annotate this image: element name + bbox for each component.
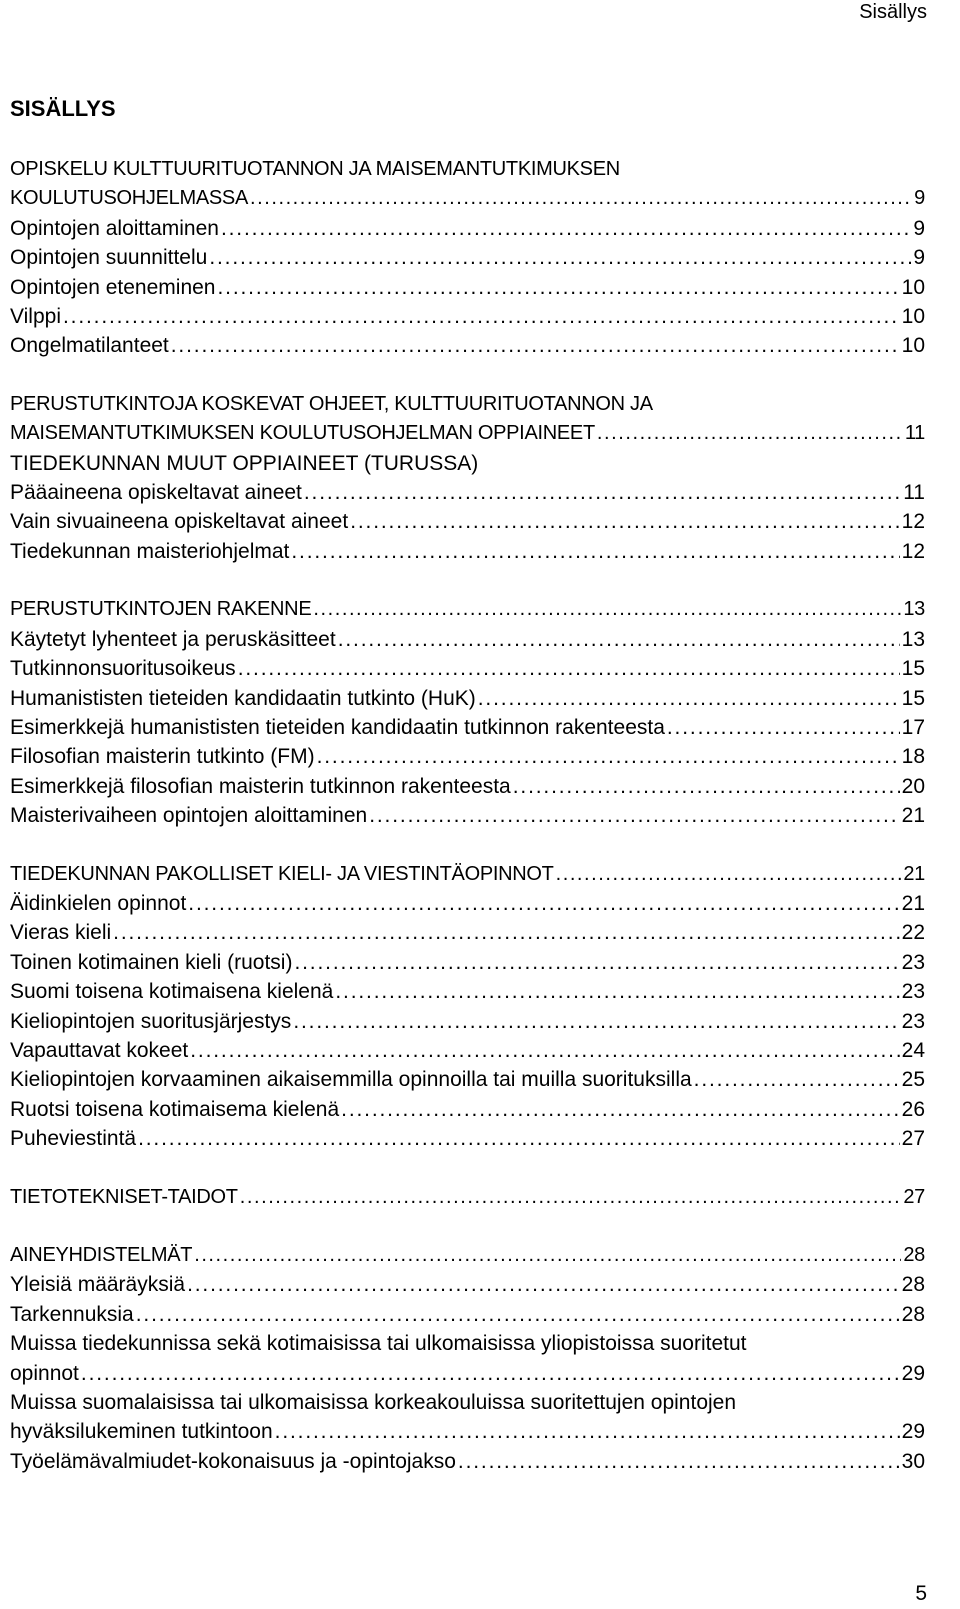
toc-page-number: 12: [901, 510, 925, 534]
toc-dot-leader: [221, 214, 911, 243]
toc-entry-title: Työelämävalmiudet-kokonaisuus ja -opintojakso: [10, 1449, 456, 1473]
page-title: SISÄLLYS: [10, 96, 116, 121]
toc-entry-title: Kieliopintojen suoritusjärjestys: [10, 1009, 292, 1033]
toc-entry-title: AINEYHDISTELMÄT: [10, 1244, 193, 1266]
toc-dot-leader: [335, 977, 899, 1006]
toc-entry[interactable]: [10, 713, 925, 742]
toc-entry[interactable]: [10, 1388, 925, 1447]
toc-dot-leader: [304, 478, 901, 507]
toc-entry[interactable]: [10, 889, 925, 918]
toc-entry-title: Ruotsi toisena kotimaisema kielenä: [10, 1097, 340, 1121]
toc-entry-title: Vieras kieli: [10, 921, 112, 945]
toc-dot-leader: [341, 1095, 899, 1124]
toc-entry[interactable]: [10, 1329, 925, 1388]
toc-entry-title: Esimerkkejä filosofian maisterin tutkinnon rakenteesta: [10, 774, 511, 798]
toc-dot-leader: [238, 654, 900, 683]
toc-page-number: 15: [901, 686, 925, 710]
toc-entry[interactable]: [10, 948, 925, 977]
toc-page-number: 30: [901, 1449, 925, 1473]
toc-dot-leader: [317, 742, 900, 771]
toc-dot-leader: [194, 1241, 901, 1270]
toc-dot-leader: [113, 918, 899, 947]
toc-entry[interactable]: [10, 1065, 925, 1094]
toc-page-number: 18: [901, 745, 925, 769]
toc-entry-title: Maisterivaiheen opintojen aloittaminen: [10, 804, 368, 828]
toc-entry[interactable]: [10, 507, 925, 536]
toc-entry[interactable]: [10, 918, 925, 947]
toc-dot-leader: [597, 419, 903, 448]
toc-page-number: 11: [904, 422, 925, 445]
toc-page-number: 9: [913, 216, 925, 240]
toc-page-number: 20: [901, 774, 925, 798]
toc-page-number: 23: [901, 950, 925, 974]
toc-entry-title-line: Muissa tiedekunnissa sekä kotimaisissa tai ulkomaisissa yliopistoissa suoritetut: [10, 1332, 747, 1356]
toc-dot-leader: [556, 860, 902, 889]
toc-page-number: 21: [903, 862, 925, 885]
toc-page-number: 23: [901, 980, 925, 1004]
toc-page-number: 29: [901, 1361, 925, 1385]
toc-page-number: 17: [901, 715, 925, 739]
toc-page-number: 9: [913, 246, 925, 270]
toc-dot-leader: [190, 1036, 899, 1065]
toc-entry-title: Ongelmatilanteet: [10, 334, 169, 358]
toc-page-number: 26: [901, 1097, 925, 1121]
toc-entry[interactable]: [10, 243, 925, 272]
toc-entry[interactable]: [10, 654, 925, 683]
toc-dot-leader: [293, 1007, 899, 1036]
toc-entry[interactable]: [10, 390, 925, 449]
toc-page-number: 23: [901, 1009, 925, 1033]
toc-entry-title: MAISEMANTUTKIMUKSEN KOULUTUSOHJELMAN OPPIAINEET: [10, 422, 595, 445]
toc-dot-leader: [478, 684, 900, 713]
toc-entry-title: PERUSTUTKINTOJEN RAKENNE: [10, 598, 312, 621]
toc-entry[interactable]: [10, 331, 925, 360]
toc-entry-title: KOULUTUSOHJELMASSA: [10, 187, 248, 210]
toc-dot-leader: [138, 1124, 900, 1153]
toc-entry[interactable]: [10, 977, 925, 1006]
toc-dot-leader: [667, 713, 900, 742]
toc-entry-title: Vapauttavat kokeet: [10, 1038, 189, 1062]
toc-entry[interactable]: [10, 1241, 925, 1270]
toc-entry-title: TIETOTEKNISET-TAIDOT: [10, 1185, 238, 1208]
toc-page-number: 27: [901, 1127, 925, 1151]
toc-entry-title: Toinen kotimainen kieli (ruotsi): [10, 950, 293, 974]
toc-dot-leader: [136, 1300, 900, 1329]
toc-entry-title: Kieliopintojen korvaaminen aikaisemmilla opinnoilla tai muilla suorituksilla: [10, 1068, 692, 1092]
toc-entry-title: Käytetyt lyhenteet ja peruskäsitteet: [10, 627, 336, 651]
toc-page-number: 12: [901, 539, 925, 563]
toc-page-number: 28: [901, 1302, 925, 1326]
toc-entry-title: Humanististen tieteiden kandidaatin tutkinto (HuK): [10, 686, 476, 710]
toc-entry-title: Opintojen aloittaminen: [10, 216, 219, 240]
toc-entry[interactable]: [10, 801, 925, 830]
toc-dot-leader: [350, 507, 899, 536]
toc-dot-leader: [81, 1359, 900, 1388]
toc-entry[interactable]: [10, 772, 925, 801]
toc-entry[interactable]: [10, 1183, 925, 1212]
toc-dot-leader: [188, 889, 899, 918]
toc-entry[interactable]: [10, 1124, 925, 1153]
toc-entry[interactable]: [10, 684, 925, 713]
toc-entry-title: Opintojen suunnittelu: [10, 246, 208, 270]
toc-entry-title: Tarkennuksia: [10, 1302, 134, 1326]
toc-entry-title: Puheviestintä: [10, 1127, 137, 1151]
toc-entry-title-line: OPISKELU KULTTUURITUOTANNON JA MAISEMANTUTKIMUKSEN: [10, 158, 620, 180]
toc-entry-title-line: PERUSTUTKINTOJA KOSKEVAT OHJEET, KULTTUURITUOTANNON JA: [10, 392, 653, 415]
toc-entry-title: Tiedekunnan maisteriohjelmat: [10, 539, 290, 563]
toc-dot-leader: [187, 1270, 900, 1299]
toc-page-number: 13: [903, 598, 925, 621]
toc-entry-title: Opintojen eteneminen: [10, 275, 216, 299]
toc-dot-leader: [63, 302, 900, 331]
toc-entry[interactable]: [10, 595, 925, 624]
toc-dot-leader: [338, 625, 900, 654]
toc-entry[interactable]: [10, 860, 925, 889]
toc-page-number: 11: [903, 481, 925, 505]
toc-dot-leader: [250, 184, 912, 213]
toc-dot-leader: [217, 273, 899, 302]
table-of-contents: [10, 155, 925, 1476]
toc-page-number: 25: [901, 1068, 925, 1092]
toc-dot-leader: [209, 243, 911, 272]
toc-dot-leader: [291, 537, 899, 566]
toc-entry-title: Suomi toisena kotimaisena kielenä: [10, 980, 334, 1004]
toc-entry-title: Filosofian maisterin tutkinto (FM): [10, 745, 315, 769]
toc-entry[interactable]: [10, 214, 925, 243]
toc-dot-leader: [275, 1417, 900, 1446]
toc-entry[interactable]: [10, 449, 925, 508]
toc-entry-title: Äidinkielen opinnot: [10, 891, 187, 915]
toc-page-number: 21: [901, 804, 925, 828]
toc-entry[interactable]: [10, 1300, 925, 1329]
toc-dot-leader: [171, 331, 900, 360]
toc-page-number: 24: [901, 1038, 925, 1062]
toc-page-number: 29: [901, 1420, 925, 1444]
toc-entry[interactable]: [10, 742, 925, 771]
running-header: Sisällys: [859, 1, 927, 23]
toc-entry[interactable]: [10, 155, 925, 214]
toc-entry-title: Vilppi: [10, 305, 61, 329]
toc-dot-leader: [294, 948, 899, 977]
toc-entry-title: hyväksilukeminen tutkintoon: [10, 1420, 273, 1444]
toc-entry[interactable]: [10, 537, 925, 566]
toc-entry-title: opinnot: [10, 1361, 79, 1385]
toc-page-number: 28: [903, 1244, 925, 1266]
toc-page-number: 10: [901, 275, 925, 299]
toc-entry[interactable]: [10, 625, 925, 654]
toc-entry-title: Pääaineena opiskeltavat aineet: [10, 481, 302, 505]
toc-page-number: 21: [901, 891, 925, 915]
toc-dot-leader: [240, 1183, 902, 1212]
toc-entry[interactable]: [10, 302, 925, 331]
toc-entry-title: Yleisiä määräyksiä: [10, 1273, 186, 1297]
toc-dot-leader: [313, 595, 901, 624]
toc-entry-title: Esimerkkejä humanististen tieteiden kandidaatin tutkinnon rakenteesta: [10, 715, 665, 739]
toc-entry-title-line: Muissa suomalaisissa tai ulkomaisissa korkeakouluissa suoritettujen opintojen: [10, 1391, 737, 1415]
toc-page-number: 13: [901, 627, 925, 651]
toc-entry[interactable]: [10, 1095, 925, 1124]
toc-entry-title: Tutkinnonsuoritusoikeus: [10, 657, 236, 681]
toc-page-number: 22: [901, 921, 925, 945]
toc-entry-title: Vain sivuaineena opiskeltavat aineet: [10, 510, 349, 534]
toc-dot-leader: [369, 801, 899, 830]
toc-entry-title: TIEDEKUNNAN PAKOLLISET KIELI- JA VIESTINTÄOPINNOT: [10, 862, 554, 885]
toc-entry[interactable]: [10, 1447, 925, 1476]
toc-entry-title-line: TIEDEKUNNAN MUUT OPPIAINEET (TURUSSA): [10, 451, 479, 475]
toc-page-number: 15: [901, 657, 925, 681]
toc-page-number: 27: [903, 1185, 925, 1208]
toc-dot-leader: [694, 1065, 900, 1094]
toc-page-number: 9: [914, 187, 925, 210]
toc-page-number: 28: [901, 1273, 925, 1297]
toc-entry[interactable]: [10, 273, 925, 302]
page-number: 5: [915, 1582, 927, 1605]
toc-page-number: 10: [901, 334, 925, 358]
toc-dot-leader: [458, 1447, 900, 1476]
toc-entry[interactable]: [10, 1036, 925, 1065]
toc-dot-leader: [513, 772, 900, 801]
toc-page-number: 10: [901, 305, 925, 329]
toc-entry[interactable]: [10, 1007, 925, 1036]
toc-entry[interactable]: [10, 1270, 925, 1299]
